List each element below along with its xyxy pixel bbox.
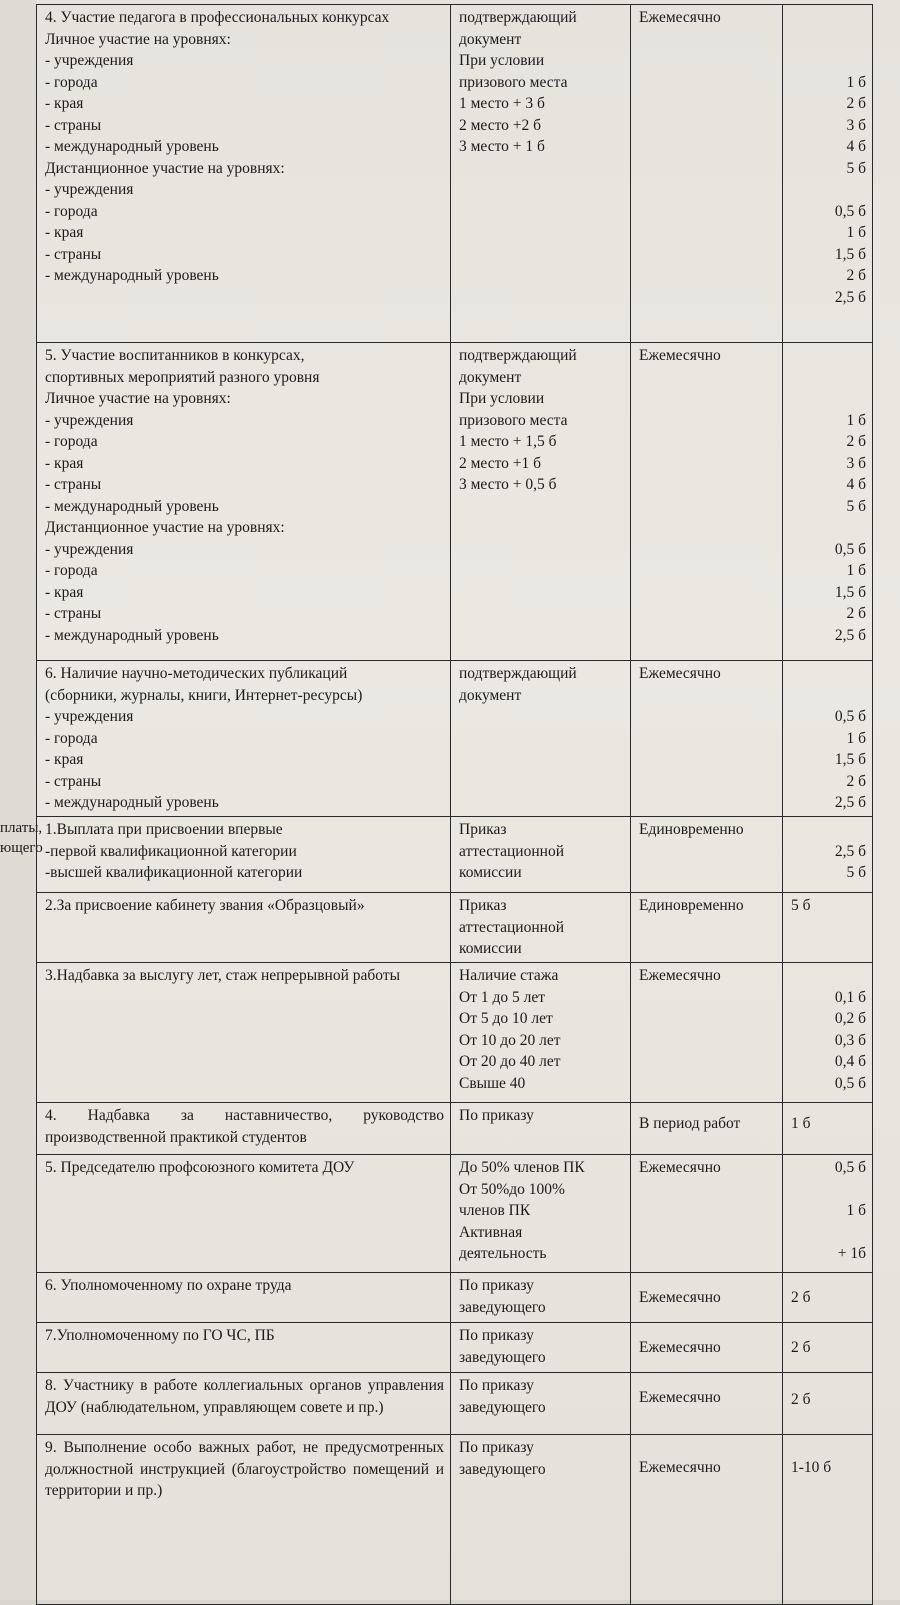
condition-cell: Наличие стажа От 1 до 5 лет От 5 до 10 лет От 10 до 20 лет От 20 до 40 лет Свыше 40 [451,963,631,1103]
condition-cell: подтверждающий документ При условии призового места 1 место + 1,5 б 2 место +1 б 3 место + 0,5 б [451,343,631,661]
points-cell: 1-10 б [783,1435,873,1605]
points-cell: 1 б 2 б 3 б 4 б 5 б 0,5 б 1 б 1,5 б 2 б 2,5 б [783,5,873,343]
points-cell: 0,5 б 1 б + 1б [783,1155,873,1273]
condition-cell: По приказу [451,1103,631,1155]
points-cell: 2 б [783,1373,873,1435]
left-fragment-line-2: ющего [0,840,43,856]
points-cell: 2 б [783,1273,873,1323]
criterion-cell: 1.Выплата при присвоении впервые -первой квалификационной категории -высшей квалификационной категории [37,817,451,893]
condition-cell: По приказу заведующего [451,1273,631,1323]
period-cell: Ежемесячно [631,661,783,817]
criterion-cell: 6. Наличие научно-методических публикаций (сборники, журналы, книги, Интернет-ресурсы) - учреждения - города - края - страны - международный уровень [37,661,451,817]
table-row [37,1323,873,1373]
points-cell: 2 б [783,1323,873,1373]
period-cell: Единовременно [631,893,783,963]
period-cell: Единовременно [631,817,783,893]
previous-column-fragment [0,0,36,1600]
period-cell: Ежемесячно [631,963,783,1103]
condition-cell: До 50% членов ПК От 50%до 100% членов ПК Активная деятельность [451,1155,631,1273]
payments-criteria-table [36,4,873,1605]
period-cell: Ежемесячно [631,5,783,343]
table-row [37,1435,873,1605]
table-row [37,893,873,963]
condition-cell: По приказу заведующего [451,1435,631,1605]
table-row [37,963,873,1103]
condition-cell: По приказу заведующего [451,1373,631,1435]
table-row [37,1273,873,1323]
criterion-cell: 8. Участнику в работе коллегиальных органов управления ДОУ (наблюдательном, управляющем совете и пр.) [37,1373,451,1435]
criterion-cell: 4. Участие педагога в профессиональных конкурсах Личное участие на уровнях: - учреждения - города - края - страны - международный уровень Дистанционное участие на уровнях: - учреждения - города - края - страны - международный уровень [37,5,451,343]
period-cell: Ежемесячно [631,343,783,661]
points-cell: 2,5 б 5 б [783,817,873,893]
period-cell: Ежемесячно [631,1323,783,1373]
table-row [37,817,873,893]
condition-cell: Приказ аттестационной комиссии [451,817,631,893]
points-cell: 0,5 б 1 б 1,5 б 2 б 2,5 б [783,661,873,817]
criterion-cell: 3.Надбавка за выслугу лет, стаж непрерывной работы [37,963,451,1103]
period-cell: Ежемесячно [631,1435,783,1605]
criterion-cell: 7.Уполномоченному по ГО ЧС, ПБ [37,1323,451,1373]
period-cell: Ежемесячно [631,1373,783,1435]
table-row [37,661,873,817]
points-cell: 1 б [783,1103,873,1155]
criterion-cell: 4. Надбавка за наставничество, руководство производственной практикой студентов [37,1103,451,1155]
condition-cell: подтверждающий документ При условии призового места 1 место + 3 б 2 место +2 б 3 место + 1 б [451,5,631,343]
points-cell: 5 б [783,893,873,963]
left-fragment-line-1: платы, [0,820,43,836]
criterion-cell: 9. Выполнение особо важных работ, не предусмотренных должностной инструкцией (благоустройство помещений и территории и пр.) [37,1435,451,1605]
criterion-cell: 6. Уполномоченному по охране труда [37,1273,451,1323]
period-cell: Ежемесячно [631,1155,783,1273]
table-row [37,1373,873,1435]
condition-cell: подтверждающий документ [451,661,631,817]
points-cell: 0,1 б 0,2 б 0,3 б 0,4 б 0,5 б [783,963,873,1103]
period-cell: Ежемесячно [631,1273,783,1323]
period-cell: В период работ [631,1103,783,1155]
criterion-cell: 5. Участие воспитанников в конкурсах, спортивных мероприятий разного уровня Личное участие на уровнях: - учреждения - города - края - страны - международный уровень Дистанционное участие на уровнях: - учреждения - города - края - страны - международный уровень [37,343,451,661]
table-row [37,343,873,661]
table-row [37,1155,873,1273]
table-row [37,5,873,343]
points-cell: 1 б 2 б 3 б 4 б 5 б 0,5 б 1 б 1,5 б 2 б 2,5 б [783,343,873,661]
condition-cell: Приказ аттестационной комиссии [451,893,631,963]
condition-cell: По приказу заведующего [451,1323,631,1373]
criterion-cell: 5. Председателю профсоюзного комитета ДОУ [37,1155,451,1273]
criterion-cell: 2.За присвоение кабинету звания «Образцовый» [37,893,451,963]
table-row [37,1103,873,1155]
